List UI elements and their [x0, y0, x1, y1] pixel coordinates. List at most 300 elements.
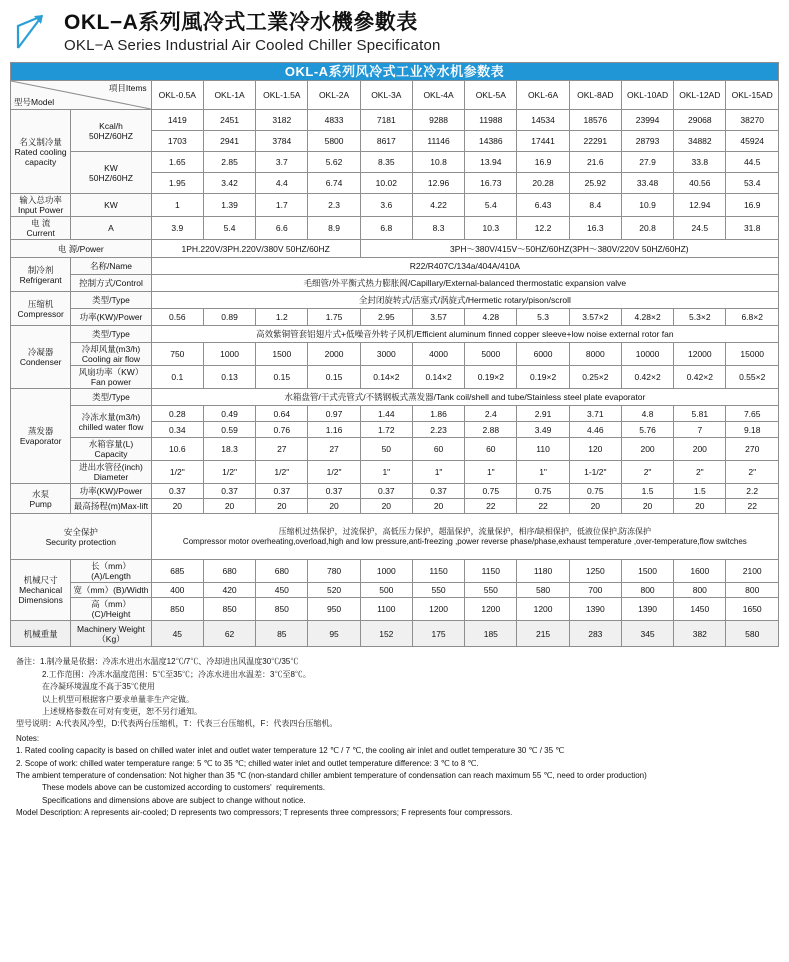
cell-value: 2.91	[517, 406, 569, 422]
cell-value: 15000	[726, 343, 779, 366]
cell-value: 0.55×2	[726, 366, 779, 389]
cell-value: 53.4	[726, 173, 779, 194]
cell-value: 1"	[517, 461, 569, 484]
cell-value: 22	[465, 499, 517, 514]
sub-label-refrigerant-name: 名称/Name	[71, 258, 151, 275]
row-label-evaporator: 蒸发器 Evaporator	[11, 389, 71, 484]
cell-value: 270	[726, 438, 779, 461]
cell-value: 85	[256, 621, 308, 647]
cell-value: 1-1/2"	[569, 461, 621, 484]
cell-value: 1200	[412, 598, 464, 621]
cell-value: 4.46	[569, 422, 621, 438]
note-cn-1: 备注：1.制冷量是依据：冷冻水进出水温度12℃/7℃、冷却进出风温度30℃/35℃	[16, 657, 299, 667]
cell-value: 4.28	[465, 309, 517, 326]
power-supply-left: 1PH.220V/3PH.220V/380V 50HZ/60HZ	[151, 240, 360, 258]
row-label-current: 电 流 Current	[11, 217, 71, 240]
cell-value: 5.4	[203, 217, 255, 240]
cell-value: 110	[517, 438, 569, 461]
cell-value: 31.8	[726, 217, 779, 240]
cell-value: 11988	[465, 110, 517, 131]
cell-value: 520	[308, 583, 360, 598]
table-banner: OKL-A系列风冷式工业冷水机参数表	[11, 62, 779, 80]
cell-value: 1100	[360, 598, 412, 621]
cell-value: 5.4	[465, 194, 517, 217]
sub-label-cooling-air-flow: 冷却风量(m3/h) Cooling air flow	[71, 343, 151, 366]
cell-value: 3.57	[412, 309, 464, 326]
cell-value: 3000	[360, 343, 412, 366]
specification-table	[10, 62, 779, 648]
notes-block	[16, 656, 779, 819]
cell-value: 12.2	[517, 217, 569, 240]
cell-value: 5.81	[674, 406, 726, 422]
cell-value: 800	[674, 583, 726, 598]
cell-value: 7	[674, 422, 726, 438]
row-label-security: 安全保护 Security protection	[11, 514, 152, 560]
security-value-en: Compressor motor overheating,overload,high and low pressure,anti-freezing ,power reverse phase/phase,exhaust temperature ,over-temperature,flow switches	[182, 536, 747, 546]
cell-value: 27	[308, 438, 360, 461]
cell-value: 21.6	[569, 152, 621, 173]
cell-value: 0.37	[151, 484, 203, 499]
cell-value: 2.23	[412, 422, 464, 438]
note-en-6: Model Description: A represents air-cooled; D represents two compressors; T represents three compressors; F represents four compressors.	[16, 808, 513, 818]
cell-value: 8.3	[412, 217, 464, 240]
cell-value: 0.37	[256, 484, 308, 499]
cell-value: 1.2	[256, 309, 308, 326]
cell-value: 1390	[621, 598, 673, 621]
cell-value: 28793	[621, 131, 673, 152]
cell-value: 50	[360, 438, 412, 461]
cell-value: 1.44	[360, 406, 412, 422]
cell-value: 850	[151, 598, 203, 621]
corner-label-model: 型号Model	[14, 97, 55, 108]
note-cn-4: 以上机型可根据客户要求单量非生产定做。	[42, 694, 194, 704]
cell-value: 3.57×2	[569, 309, 621, 326]
cell-value: 38270	[726, 110, 779, 131]
sub-label-height: 高（mm）(C)/Height	[71, 598, 151, 621]
cell-value: 0.75	[517, 484, 569, 499]
cell-value: 4833	[308, 110, 360, 131]
cell-value: 6.8×2	[726, 309, 779, 326]
cell-value: 175	[412, 621, 464, 647]
cell-value: 2451	[203, 110, 255, 131]
cell-value: 0.19×2	[517, 366, 569, 389]
cell-value: 0.97	[308, 406, 360, 422]
cell-value: 1000	[360, 560, 412, 583]
sub-label-length: 长（mm）(A)/Length	[71, 560, 151, 583]
refrigerant-name-value: R22/R407C/134a/404A/410A	[151, 258, 778, 275]
cell-value: 22	[517, 499, 569, 514]
model-header: OKL-1A	[203, 81, 255, 110]
model-header: OKL-6A	[517, 81, 569, 110]
cell-value: 0.42×2	[674, 366, 726, 389]
cell-value: 400	[151, 583, 203, 598]
cell-value: 33.48	[621, 173, 673, 194]
row-label-dimensions: 机械尺寸 Mechanical Dimensions	[11, 560, 71, 621]
sub-label-compressor-type: 类型/Type	[71, 292, 151, 309]
sub-label-pump-lift: 最高扬程(m)Max-lift	[71, 499, 151, 514]
cell-value: 8.4	[569, 194, 621, 217]
cell-value: 550	[412, 583, 464, 598]
cell-value: 0.56	[151, 309, 203, 326]
cell-value: 9288	[412, 110, 464, 131]
note-cn-5: 上述规格参数在可对有变更，恕不另行通知。	[42, 707, 202, 717]
cell-value: 1150	[412, 560, 464, 583]
note-cn-2: 2.工作范围：冷冻水温度范围：5℃至35℃；冷冻水进出水温差：3℃至8℃。	[42, 669, 311, 679]
unit-input-power: KW	[71, 194, 151, 217]
cell-value: 450	[256, 583, 308, 598]
cell-value: 18576	[569, 110, 621, 131]
cell-value: 60	[465, 438, 517, 461]
cell-value: 5.76	[621, 422, 673, 438]
note-en-1: 1. Rated cooling capacity is based on chilled water inlet and outlet water temperature 12 ℃ / 7 ℃, the cooling air inlet and outlet temperature 30 ℃ / 35 ℃	[16, 746, 565, 756]
sub-label-chilled-water-flow: 冷冻水量(m3/h) chilled water flow	[71, 406, 151, 438]
cell-value: 185	[465, 621, 517, 647]
cell-value: 1.5	[621, 484, 673, 499]
model-header: OKL-15AD	[726, 81, 779, 110]
table-corner-header	[11, 81, 152, 110]
cell-value: 1600	[674, 560, 726, 583]
cell-value: 16.9	[726, 194, 779, 217]
cell-value: 1.5	[674, 484, 726, 499]
cell-value: 1/2"	[203, 461, 255, 484]
note-en-4: These models above can be customized according to customers' requirements.	[42, 783, 325, 793]
sub-label-tank-capacity: 水箱容量(L) Capacity	[71, 438, 151, 461]
cell-value: 27.9	[621, 152, 673, 173]
cell-value: 0.59	[203, 422, 255, 438]
cell-value: 850	[256, 598, 308, 621]
cell-value: 27	[256, 438, 308, 461]
row-label-pump: 水泵 Pump	[11, 484, 71, 514]
cell-value: 16.9	[517, 152, 569, 173]
cell-value: 0.15	[256, 366, 308, 389]
model-header: OKL-4A	[412, 81, 464, 110]
cell-value: 17441	[517, 131, 569, 152]
cell-value: 20	[569, 499, 621, 514]
cell-value: 2.95	[360, 309, 412, 326]
note-en-3: The ambient temperature of condensation: Not higher than 35 ℃ (non-standard chiller ambient temperature of condensation can reach maximum 55 ℃, need to order production)	[16, 770, 647, 780]
sub-label-pump-power: 功率(KW)/Power	[71, 484, 151, 499]
cell-value: 6.43	[517, 194, 569, 217]
note-cn-6: 型号说明：A:代表风冷型，D:代表两台压缩机，T：代表三台压缩机，F：代表四台压缩机。	[16, 719, 338, 729]
cell-value: 283	[569, 621, 621, 647]
cell-value: 2.3	[308, 194, 360, 217]
cell-value: 0.49	[203, 406, 255, 422]
cell-value: 1.75	[308, 309, 360, 326]
cell-value: 700	[569, 583, 621, 598]
cell-value: 0.37	[412, 484, 464, 499]
cell-value: 680	[203, 560, 255, 583]
cell-value: 22	[726, 499, 779, 514]
cell-value: 2.88	[465, 422, 517, 438]
cell-value: 0.14×2	[360, 366, 412, 389]
evaporator-type-value: 水箱盘管/干式壳管式/不锈钢板式蒸发器/Tank coil/shell and tube/Stainless steel plate evaporator	[151, 389, 778, 406]
cell-value: 780	[308, 560, 360, 583]
cell-value: 2.2	[726, 484, 779, 499]
cell-value: 6.74	[308, 173, 360, 194]
cell-value: 10.6	[151, 438, 203, 461]
note-cn-3: 在冷凝环境温度不高于35℃使用	[42, 682, 155, 692]
cell-value: 1.16	[308, 422, 360, 438]
cell-value: 5800	[308, 131, 360, 152]
cell-value: 1450	[674, 598, 726, 621]
cell-value: 6.6	[256, 217, 308, 240]
cell-value: 4.28×2	[621, 309, 673, 326]
cell-value: 850	[203, 598, 255, 621]
cell-value: 120	[569, 438, 621, 461]
cell-value: 1	[151, 194, 203, 217]
cell-value: 420	[203, 583, 255, 598]
cell-value: 2.4	[465, 406, 517, 422]
cell-value: 0.37	[360, 484, 412, 499]
cell-value: 2941	[203, 131, 255, 152]
cell-value: 8617	[360, 131, 412, 152]
cell-value: 0.89	[203, 309, 255, 326]
cell-value: 3.9	[151, 217, 203, 240]
cell-value: 1/2"	[151, 461, 203, 484]
sub-label-compressor-power: 功率(KW)/Power	[71, 309, 151, 326]
refrigerant-control-value: 毛细管/外平衡式热力膨胀阀/Capillary/External-balanced thermostatic expansion valve	[151, 275, 778, 292]
cell-value: 45	[151, 621, 203, 647]
document-header	[12, 10, 779, 56]
cell-value: 1.39	[203, 194, 255, 217]
model-header: OKL-0.5A	[151, 81, 203, 110]
cell-value: 1/2"	[308, 461, 360, 484]
cell-value: 1.65	[151, 152, 203, 173]
unit-current: A	[71, 217, 151, 240]
cell-value: 1703	[151, 131, 203, 152]
sub-label-width: 宽（mm）(B)/Width	[71, 583, 151, 598]
cell-value: 1200	[465, 598, 517, 621]
cell-value: 44.5	[726, 152, 779, 173]
cell-value: 1390	[569, 598, 621, 621]
sub-label-weight: Machinery Weight（Kg）	[71, 621, 151, 647]
cell-value: 18.3	[203, 438, 255, 461]
cell-value: 16.3	[569, 217, 621, 240]
cell-value: 0.75	[465, 484, 517, 499]
cell-value: 14534	[517, 110, 569, 131]
cell-value: 3.7	[256, 152, 308, 173]
cell-value: 12.94	[674, 194, 726, 217]
cell-value: 1150	[465, 560, 517, 583]
cell-value: 62	[203, 621, 255, 647]
cell-value: 1"	[412, 461, 464, 484]
row-label-power-supply: 电 源/Power	[11, 240, 152, 258]
cell-value: 0.37	[308, 484, 360, 499]
cell-value: 5000	[465, 343, 517, 366]
cell-value: 20	[412, 499, 464, 514]
cell-value: 3182	[256, 110, 308, 131]
security-value-cn: 压缩机过热保护，过流保护，高低压力保护，超温保护，流量保护，相序/缺相保护，低液位保护,防冻保护	[278, 527, 652, 537]
cell-value: 20	[674, 499, 726, 514]
cell-value: 5.3×2	[674, 309, 726, 326]
cell-value: 0.76	[256, 422, 308, 438]
cell-value: 95	[308, 621, 360, 647]
cell-value: 2100	[726, 560, 779, 583]
cell-value: 20	[360, 499, 412, 514]
model-header: OKL-10AD	[621, 81, 673, 110]
cell-value: 680	[256, 560, 308, 583]
cell-value: 382	[674, 621, 726, 647]
cell-value: 550	[465, 583, 517, 598]
cell-value: 4.4	[256, 173, 308, 194]
title-block	[64, 10, 441, 56]
cell-value: 3.6	[360, 194, 412, 217]
notes-en-title: Notes:	[16, 733, 40, 743]
row-label-weight: 机械重量	[11, 621, 71, 647]
cell-value: 23994	[621, 110, 673, 131]
model-header: OKL-12AD	[674, 81, 726, 110]
cell-value: 215	[517, 621, 569, 647]
power-supply-right: 3PH～380V/415V～50HZ/60HZ(3PH～380V/220V 50HZ/60HZ)	[360, 240, 778, 258]
model-header: OKL-5A	[465, 81, 517, 110]
sub-label-kcal: Kcal/h 50HZ/60HZ	[71, 110, 151, 152]
sub-label-pipe-diameter: 进出水管径(inch) Diameter	[71, 461, 151, 484]
cell-value: 950	[308, 598, 360, 621]
cell-value: 3.71	[569, 406, 621, 422]
sub-label-fan-power: 风扇功率（KW） Fan power	[71, 366, 151, 389]
cell-value: 4000	[412, 343, 464, 366]
cell-value: 45924	[726, 131, 779, 152]
cell-value: 1250	[569, 560, 621, 583]
cell-value: 20	[151, 499, 203, 514]
cell-value: 0.37	[203, 484, 255, 499]
cell-value: 25.92	[569, 173, 621, 194]
cell-value: 0.75	[569, 484, 621, 499]
model-header: OKL-1.5A	[256, 81, 308, 110]
cell-value: 10.3	[465, 217, 517, 240]
cell-value: 1.95	[151, 173, 203, 194]
cell-value: 345	[621, 621, 673, 647]
cell-value: 20	[621, 499, 673, 514]
note-en-5: Specifications and dimensions above are subject to change without notice.	[42, 795, 306, 805]
cell-value: 0.34	[151, 422, 203, 438]
cell-value: 200	[674, 438, 726, 461]
cell-value: 1180	[517, 560, 569, 583]
compressor-type-value: 全封闭旋转式/活塞式/涡旋式/Hermetic rotary/pison/scroll	[151, 292, 778, 309]
cell-value: 60	[412, 438, 464, 461]
cell-value: 0.25×2	[569, 366, 621, 389]
cell-value: 0.1	[151, 366, 203, 389]
page-title-en: OKL−A Series Industrial Air Cooled Chiller Specificaton	[64, 37, 441, 55]
cell-value: 8.9	[308, 217, 360, 240]
cell-value: 1.72	[360, 422, 412, 438]
cell-value: 152	[360, 621, 412, 647]
cell-value: 9.18	[726, 422, 779, 438]
cell-value: 1"	[465, 461, 517, 484]
cell-value: 12000	[674, 343, 726, 366]
cell-value: 2"	[621, 461, 673, 484]
cell-value: 580	[726, 621, 779, 647]
row-label-compressor: 压缩机 Compressor	[11, 292, 71, 326]
cell-value: 3.49	[517, 422, 569, 438]
row-label-condenser: 冷凝器 Condenser	[11, 326, 71, 389]
sub-label-condenser-type: 类型/Type	[71, 326, 151, 343]
cell-value: 1419	[151, 110, 203, 131]
row-label-input-power: 输入总功率 Input Power	[11, 194, 71, 217]
row-label-rated-cooling: 名义制冷量 Rated cooling capacity	[11, 110, 71, 194]
cell-value: 685	[151, 560, 203, 583]
page-title-cn: OKL−A系列風冷式工業冷水機參數表	[64, 11, 418, 34]
cell-value: 1650	[726, 598, 779, 621]
cell-value: 10.8	[412, 152, 464, 173]
cell-value: 2000	[308, 343, 360, 366]
cell-value: 800	[726, 583, 779, 598]
cell-value: 20	[308, 499, 360, 514]
cell-value: 7181	[360, 110, 412, 131]
sub-label-refrigerant-control: 控制方式/Control	[71, 275, 151, 292]
cell-value: 0.13	[203, 366, 255, 389]
cell-value: 2"	[726, 461, 779, 484]
cell-value: 7.65	[726, 406, 779, 422]
cell-value: 13.94	[465, 152, 517, 173]
cell-value: 800	[621, 583, 673, 598]
cell-value: 1.86	[412, 406, 464, 422]
cell-value: 14386	[465, 131, 517, 152]
cell-value: 0.15	[308, 366, 360, 389]
corner-label-items: 項目Items	[108, 83, 147, 94]
cell-value: 5.3	[517, 309, 569, 326]
cell-value: 20	[203, 499, 255, 514]
cell-value: 8000	[569, 343, 621, 366]
cell-value: 20	[256, 499, 308, 514]
cell-value: 10.9	[621, 194, 673, 217]
cell-value: 1.7	[256, 194, 308, 217]
cell-value: 8.35	[360, 152, 412, 173]
cell-value: 5.62	[308, 152, 360, 173]
cell-value: 33.8	[674, 152, 726, 173]
cell-value: 4.22	[412, 194, 464, 217]
cell-value: 1000	[203, 343, 255, 366]
cell-value: 10000	[621, 343, 673, 366]
model-header: OKL-3A	[360, 81, 412, 110]
cell-value: 580	[517, 583, 569, 598]
cell-value: 24.5	[674, 217, 726, 240]
cell-value: 0.64	[256, 406, 308, 422]
cell-value: 3784	[256, 131, 308, 152]
cell-value: 1500	[621, 560, 673, 583]
cell-value: 4.8	[621, 406, 673, 422]
cell-value: 34882	[674, 131, 726, 152]
sub-label-evaporator-type: 类型/Type	[71, 389, 151, 406]
cell-value: 1/2"	[256, 461, 308, 484]
sub-label-kw: KW 50HZ/60HZ	[71, 152, 151, 194]
cell-value: 0.14×2	[412, 366, 464, 389]
model-header: OKL-2A	[308, 81, 360, 110]
cell-value: 200	[621, 438, 673, 461]
cell-value: 16.73	[465, 173, 517, 194]
arrow-logo-icon	[12, 10, 56, 54]
condenser-type-value: 高效紫铜管套铝翅片式+低噪音外转子风机/Efficient aluminum finned copper sleeve+low noise external rotor fan	[151, 326, 778, 343]
cell-value: 1500	[256, 343, 308, 366]
cell-value: 500	[360, 583, 412, 598]
cell-value: 1"	[360, 461, 412, 484]
cell-value: 40.56	[674, 173, 726, 194]
cell-value: 29068	[674, 110, 726, 131]
cell-value: 20.28	[517, 173, 569, 194]
cell-value: 6000	[517, 343, 569, 366]
cell-value: 1200	[517, 598, 569, 621]
cell-value: 6.8	[360, 217, 412, 240]
cell-value: 0.42×2	[621, 366, 673, 389]
cell-value: 0.28	[151, 406, 203, 422]
cell-value: 2.85	[203, 152, 255, 173]
cell-value: 2"	[674, 461, 726, 484]
cell-value: 750	[151, 343, 203, 366]
cell-value: 10.02	[360, 173, 412, 194]
cell-value: 11146	[412, 131, 464, 152]
cell-value: 12.96	[412, 173, 464, 194]
security-value	[151, 514, 778, 560]
